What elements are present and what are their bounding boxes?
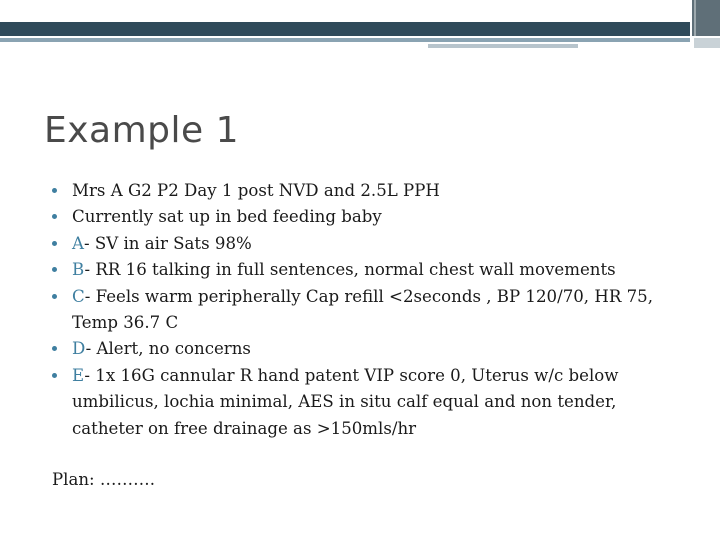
bullet-letter: C	[72, 286, 85, 306]
bullet-icon	[52, 267, 57, 272]
bullet-icon	[52, 373, 57, 378]
bullet-text: - Alert, no concerns	[85, 339, 251, 359]
header-underline	[0, 38, 690, 42]
bullet-icon	[52, 346, 57, 351]
bullet-text: - Feels warm peripherally Cap refill <2seconds , BP 120/70, HR 75, Temp 36.7 C	[72, 286, 653, 333]
bullet-icon	[52, 294, 57, 299]
bullet-item	[52, 204, 682, 230]
bullet-item	[52, 336, 682, 362]
header-corner-block	[692, 0, 720, 36]
header-accent-line	[428, 44, 578, 48]
bullet-text: - 1x 16G cannular R hand patent VIP score 0, Uterus w/c below umbilicus, lochia minimal, AES in situ calf equal and non tender, catheter on free drainage as >150mls/hr	[72, 365, 619, 438]
bullet-item	[52, 178, 682, 204]
bullet-letter: E	[72, 365, 85, 385]
bullet-text: Mrs A G2 P2 Day 1 post NVD and 2.5L PPH	[72, 181, 440, 200]
plan-text: Plan: ……….	[52, 470, 155, 489]
bullet-letter: B	[72, 260, 85, 280]
slide-title: Example 1	[44, 110, 240, 151]
bullet-item	[52, 231, 682, 257]
bullet-icon	[52, 188, 57, 193]
bullet-text: - RR 16 talking in full sentences, normal chest wall movements	[84, 260, 616, 280]
bullet-item	[52, 257, 682, 283]
header-bar	[0, 22, 690, 36]
bullet-letter: D	[72, 339, 86, 359]
bullet-list	[52, 178, 682, 442]
bullet-icon	[52, 241, 57, 246]
bullet-text: - SV in air Sats 98%	[83, 233, 252, 253]
bullet-letter: A	[72, 233, 84, 253]
bullet-item	[52, 363, 682, 442]
bullet-text: Currently sat up in bed feeding baby	[72, 207, 382, 227]
header-corner-accent	[694, 38, 720, 48]
bullet-item	[52, 284, 682, 337]
header-corner-stripe	[694, 0, 696, 36]
bullet-icon	[52, 214, 57, 219]
